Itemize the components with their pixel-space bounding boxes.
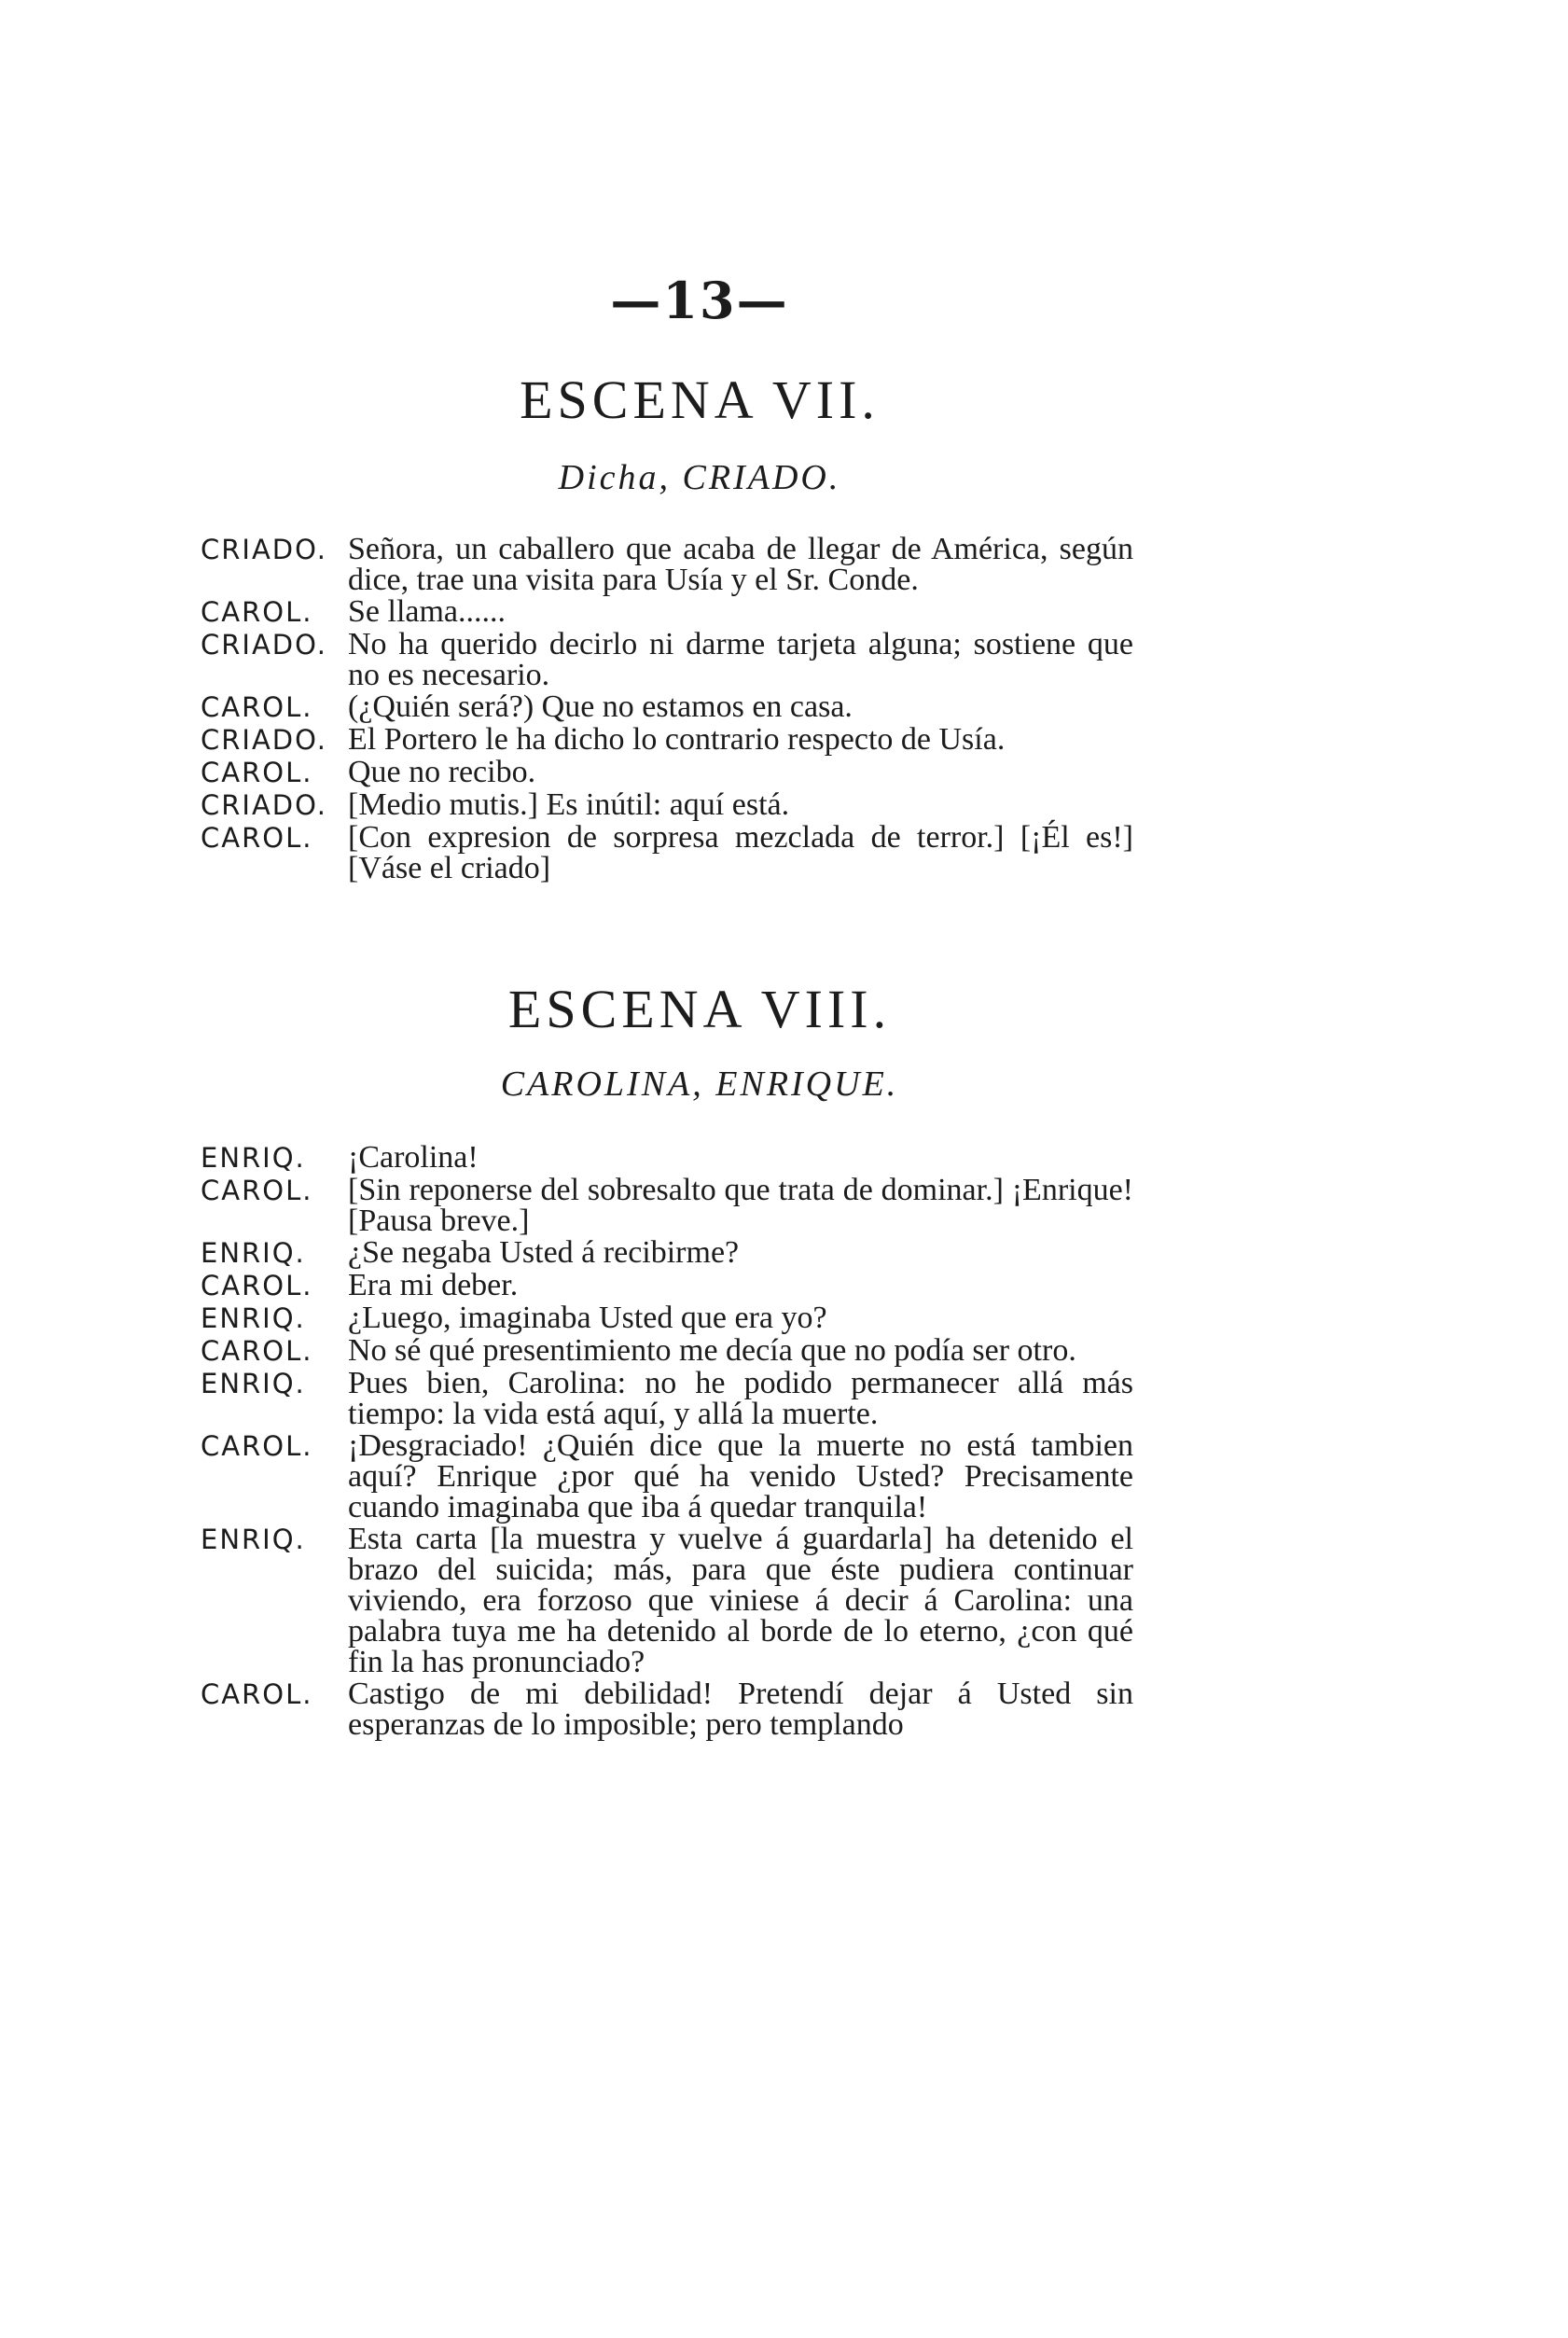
speaker-name: ENRIQ. bbox=[201, 1142, 306, 1174]
speaker-name: CAROL. bbox=[201, 1335, 313, 1367]
scene-8-dialogue bbox=[201, 1142, 1133, 1741]
dialogue-line bbox=[201, 757, 1133, 788]
speaker-name: CAROL. bbox=[201, 1270, 313, 1301]
dialogue-line bbox=[201, 1524, 1133, 1677]
speech-text: [Sin reponerse del sobresalto que trata de dominar.] ¡Enrique! [Pausa breve.] bbox=[348, 1173, 1133, 1238]
speech-text: Era mi deber. bbox=[348, 1268, 519, 1302]
dialogue-line bbox=[201, 724, 1133, 756]
speaker-name: CAROL. bbox=[201, 1430, 313, 1462]
speech-text: Que no recibo. bbox=[348, 755, 536, 789]
speech-text: El Portero le ha dicho lo contrario respecto de Usía. bbox=[348, 722, 1006, 757]
speaker-name: ENRIQ. bbox=[201, 1302, 306, 1334]
scene-7-dialogue bbox=[201, 534, 1133, 884]
speaker-name: ENRIQ. bbox=[201, 1237, 306, 1269]
scene-7-title: ESCENA VII. bbox=[520, 369, 880, 430]
speaker-name: ENRIQ. bbox=[201, 1368, 306, 1399]
speech-text: [Con expresion de sorpresa mezclada de terror.] [¡Él es!] [Váse el criado] bbox=[348, 820, 1133, 885]
speech-text: ¿Se negaba Usted á recibirme? bbox=[348, 1235, 740, 1270]
speech-text: ¿Luego, imaginaba Usted que era yo? bbox=[348, 1301, 827, 1335]
scene-7-cast: Dicha, CRIADO. bbox=[558, 458, 841, 497]
speech-text: Pues bien, Carolina: no he podido permanecer allá más tiempo: la vida está aquí, y allá la muerte. bbox=[348, 1366, 1133, 1431]
speech-text: ¡Desgraciado! ¿Quién dice que la muerte no está tambien aquí? Enrique ¿por qué ha venido Usted? Precisamente cuando imaginaba que iba á quedar tranquila! bbox=[348, 1428, 1133, 1524]
dialogue-line bbox=[201, 1368, 1133, 1429]
dialogue-line bbox=[201, 691, 1133, 723]
dialogue-line bbox=[201, 1678, 1133, 1740]
speech-text: No sé qué presentimiento me decía que no podía ser otro. bbox=[348, 1333, 1076, 1368]
dialogue-line bbox=[201, 1237, 1133, 1269]
dialogue-line bbox=[201, 822, 1133, 884]
speaker-name: CAROL. bbox=[201, 1678, 313, 1710]
speech-text: Castigo de mi debilidad! Pretendí dejar á Usted sin esperanzas de lo imposible; pero templando bbox=[348, 1677, 1133, 1742]
speech-text: Esta carta [la muestra y vuelve á guardarla] ha detenido el brazo del suicida; más, para que éste pudiera continuar viviendo, era forzoso que viniese á decir á Carolina: una palabra tuya me ha detenido al borde de lo eterno, ¿con qué fin la has pronunciado? bbox=[348, 1522, 1133, 1679]
speaker-name: CAROL. bbox=[201, 757, 313, 788]
dialogue-line bbox=[201, 789, 1133, 821]
speaker-name: CAROL. bbox=[201, 691, 313, 723]
speech-text: ¡Carolina! bbox=[348, 1140, 479, 1175]
speaker-name: ENRIQ. bbox=[201, 1524, 306, 1555]
speech-text: [Medio mutis.] Es inútil: aquí está. bbox=[348, 787, 790, 822]
page-number: —13— bbox=[610, 271, 789, 330]
scene-8-title: ESCENA VIII. bbox=[507, 979, 892, 1039]
speaker-name: CRIADO. bbox=[201, 629, 327, 661]
scene-8-cast: CAROLINA, ENRIQUE. bbox=[500, 1065, 899, 1104]
speaker-name: CAROL. bbox=[201, 1175, 313, 1206]
speaker-name: CRIADO. bbox=[201, 534, 327, 565]
speaker-name: CRIADO. bbox=[201, 789, 327, 821]
speech-text: Se llama...... bbox=[348, 594, 506, 629]
speaker-name: CAROL. bbox=[201, 822, 313, 854]
speech-text: No ha querido decirlo ni darme tarjeta alguna; sostiene que no es necesario. bbox=[348, 627, 1133, 692]
speaker-name: CRIADO. bbox=[201, 724, 327, 756]
dialogue-line bbox=[201, 596, 1133, 628]
dialogue-line bbox=[201, 1270, 1133, 1301]
dialogue-line bbox=[201, 1142, 1133, 1174]
speech-text: Señora, un caballero que acaba de llegar de América, según dice, trae una visita para Usía y el Sr. Conde. bbox=[348, 532, 1133, 597]
speaker-name: CAROL. bbox=[201, 596, 313, 628]
dialogue-line bbox=[201, 1175, 1133, 1236]
dialogue-line bbox=[201, 534, 1133, 595]
dialogue-line bbox=[201, 1430, 1133, 1523]
dialogue-line bbox=[201, 1302, 1133, 1334]
dialogue-line bbox=[201, 1335, 1133, 1367]
dialogue-line bbox=[201, 629, 1133, 690]
speech-text: (¿Quién será?) Que no estamos en casa. bbox=[348, 689, 853, 724]
